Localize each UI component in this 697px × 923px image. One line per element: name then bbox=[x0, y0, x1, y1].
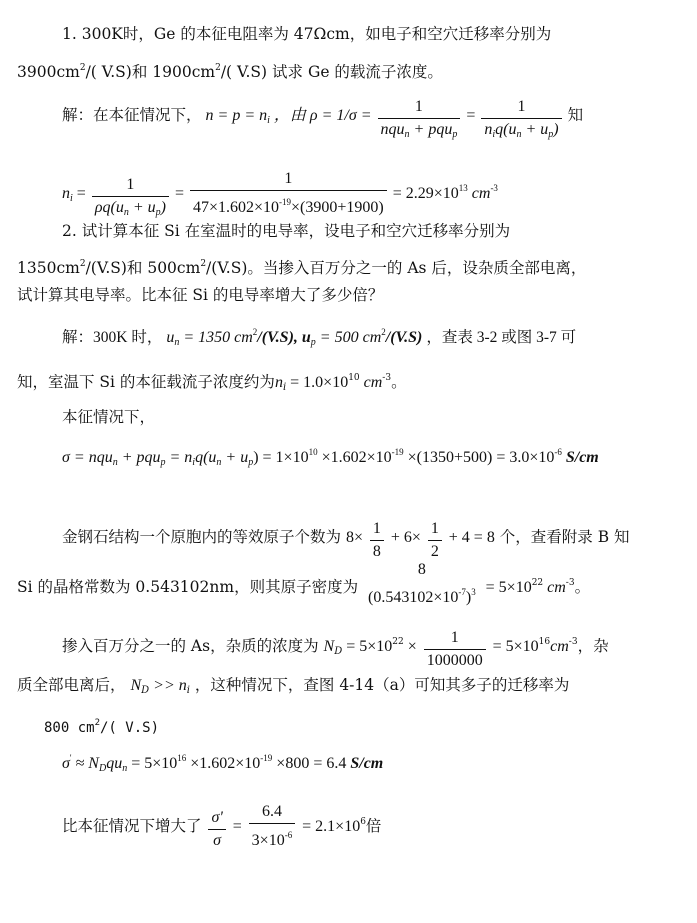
superscript: 2 bbox=[79, 63, 86, 73]
mobility-hole: /( V.S)和 1900cm bbox=[85, 63, 216, 81]
diamond-line: 金钢石结构一个原胞内的等效原子个数为 8× $\frac{1}{8}$ + 6× $\frac{1}{2}$ + 4 = 8 个，查看附录 B 知 bbox=[62, 520, 630, 560]
zhi-text: 知 bbox=[567, 107, 584, 124]
ionization-text: 质全部电离后， bbox=[17, 676, 126, 694]
up-value: = 500 cm bbox=[319, 329, 382, 346]
sigma-prime-equation: $\sigma' \approx N_Dqu_n = 5\times 10^{16} \times 1.602\times 10^{-19} \times 800 = 6.4$ S/cm bbox=[62, 753, 384, 774]
ionization-line: 质全部电离后， $N_D >> n_i$ ，这种情况下，查图 4-14（a）可知其多子的迁移率为 bbox=[17, 676, 570, 696]
fraction-one-half: $\frac{1}{2}$ bbox=[428, 520, 442, 561]
fraction-2 bbox=[481, 98, 561, 144]
superscript: 2 bbox=[200, 259, 207, 269]
un-value: = 1350 cm bbox=[183, 329, 253, 346]
fraction-denominator: nqu$_n$ + pqu$_p$ bbox=[378, 118, 461, 144]
problem-2-line-1: 2. 试计算本征 Si 在室温时的电导率，设电子和空穴迁移率分别为 bbox=[62, 222, 511, 240]
equation-rho: ，由 ρ = 1/σ = bbox=[273, 107, 372, 124]
lattice-text: Si 的晶格常数为 0.543102nm，则其原子密度为 bbox=[17, 578, 359, 596]
result-value: = 2.29×10 bbox=[392, 185, 459, 202]
lattice-line: Si 的晶格常数为 0.543102nm，则其原子密度为 8 $(0.543102\times 10^{-7})^3$ = $5\times 10^{22}$ $cm^{-3}$。 bbox=[17, 561, 591, 606]
problem-2-line-3: 试计算其电导率。比本征 Si 的电导率增大了多少倍？ bbox=[17, 286, 384, 304]
mobility-electron: 1350cm bbox=[17, 259, 80, 277]
fraction-numerator: 1 bbox=[517, 98, 526, 115]
ni-symbol: n bbox=[62, 185, 70, 202]
doping-line: 掺入百万分之一的 As，杂质的浓度为 $N_D = 5\times 10^{22}$ × $\frac{1}{1000000}$ = $5\times 10^{16}cm^{-3}$，杂 bbox=[62, 629, 609, 669]
problem-1-line-2 bbox=[17, 58, 443, 82]
subscript: i bbox=[70, 193, 73, 204]
sigma-ratio-fraction: $\frac{\sigma'}{\sigma}$ bbox=[208, 809, 225, 850]
equals: = bbox=[466, 107, 476, 124]
problem-1-solution-line bbox=[62, 98, 583, 144]
fraction-denominator: $\rho q(u_n + u_p)$ bbox=[92, 196, 169, 222]
fraction-numerator: 1 bbox=[284, 170, 293, 187]
mobility-electron: 3900cm bbox=[17, 63, 80, 81]
solution-label: 解：300K 时， bbox=[62, 329, 163, 346]
intrinsic-label: 本征情况下， bbox=[62, 408, 156, 426]
question-text: /(V.S)。当掺入百万分之一的 As 后，设杂质全部电离， bbox=[206, 259, 587, 277]
result-unit: cm bbox=[471, 185, 491, 202]
problem-2-ni-line: 知，室温下 Si 的本征载流子浓度约为$n_i = 1.0\times 10^{10}$ $cm^{-3}$。 bbox=[17, 373, 407, 393]
mobility-800-line: 800 $cm^2/$( V.S) bbox=[44, 718, 160, 736]
value-ratio-fraction: $\frac{6.4}{3\times 10^{-6}}$ bbox=[249, 803, 296, 850]
ni-symbol: n bbox=[274, 374, 283, 391]
question-text: /( V.S) 试求 Ge 的载流子浓度。 bbox=[220, 63, 443, 81]
fraction-4 bbox=[190, 170, 387, 217]
mobility-hole: /(V.S)和 500cm bbox=[85, 259, 201, 277]
comparison-text: 比本征情况下增大了 bbox=[62, 817, 202, 835]
fraction-1 bbox=[378, 98, 461, 144]
problem-2-line-2 bbox=[17, 254, 586, 278]
fraction-numerator: 1 bbox=[414, 98, 423, 115]
fraction-3 bbox=[92, 176, 169, 222]
sigma-equation: $\sigma = nqu_n + pqu_p = n_iq(u_n + u_p) = 1\times 10^{10} \times 1.602\times 10^{-19} \times(1350+500) = 3.0\times 10^{-6}$ S/cm bbox=[62, 447, 599, 468]
superscript: -3 bbox=[490, 183, 498, 193]
superscript: 2 bbox=[215, 63, 221, 73]
atom-density-fraction: 8 $(0.543102\times 10^{-7})^3$ bbox=[368, 561, 476, 606]
superscript: 2 bbox=[79, 259, 86, 269]
fraction-denominator: $n_iq(u_n + u_p)$ bbox=[481, 118, 561, 144]
ni-unit: cm bbox=[359, 374, 383, 391]
up-unit: /(V.S) bbox=[385, 329, 423, 346]
ni-text: 知，室温下 Si 的本征载流子浓度约为 bbox=[17, 373, 275, 391]
diamond-text: 金钢石结构一个原胞内的等效原子个数为 bbox=[62, 528, 342, 546]
un-symbol: u bbox=[166, 329, 175, 346]
lookup-text: ，查表 3-2 或图 3-7 可 bbox=[426, 329, 577, 346]
equals: = bbox=[76, 185, 86, 202]
fraction-numerator: 1 bbox=[126, 176, 135, 193]
problem-1-result-line bbox=[62, 170, 498, 222]
comparison-line: 比本征情况下增大了 $\frac{\sigma'}{\sigma}$ = $\frac{6.4}{3\times 10^{-6}}$ = $2.1\times 10^6$倍 bbox=[62, 803, 382, 849]
fraction-denominator: $47\times 1.602\times 10^{-19}\times(3900+1900)$ bbox=[190, 190, 387, 217]
un-unit: /(V.S), u bbox=[257, 329, 311, 346]
problem-2-solution-line: 解：300K 时， $u_n = 1350$ $cm^2/(V.S)$, $u_p = 500$ $cm^2/(V.S)$ ，查表 3-2 或图 3-7 可 bbox=[62, 327, 577, 348]
equals: = bbox=[174, 185, 184, 202]
doping-text: 掺入百万分之一的 As，杂质的浓度为 bbox=[62, 637, 319, 655]
problem-1-line-1: 1. 300K时，Ge 的本征电阻率为 47Ωcm，如电子和空穴迁移率分别为 bbox=[62, 25, 552, 43]
equation-n: n = p = n bbox=[205, 107, 268, 124]
solution-label: 解：在本征情况下， bbox=[62, 107, 202, 124]
subscript: i bbox=[267, 115, 270, 126]
fraction-one-eighth: $\frac{1}{8}$ bbox=[370, 520, 384, 561]
ni-value: = 1.0×10 bbox=[286, 374, 349, 391]
superscript: 13 bbox=[458, 183, 468, 193]
fraction-one-millionth: $\frac{1}{1000000}$ bbox=[424, 629, 486, 670]
